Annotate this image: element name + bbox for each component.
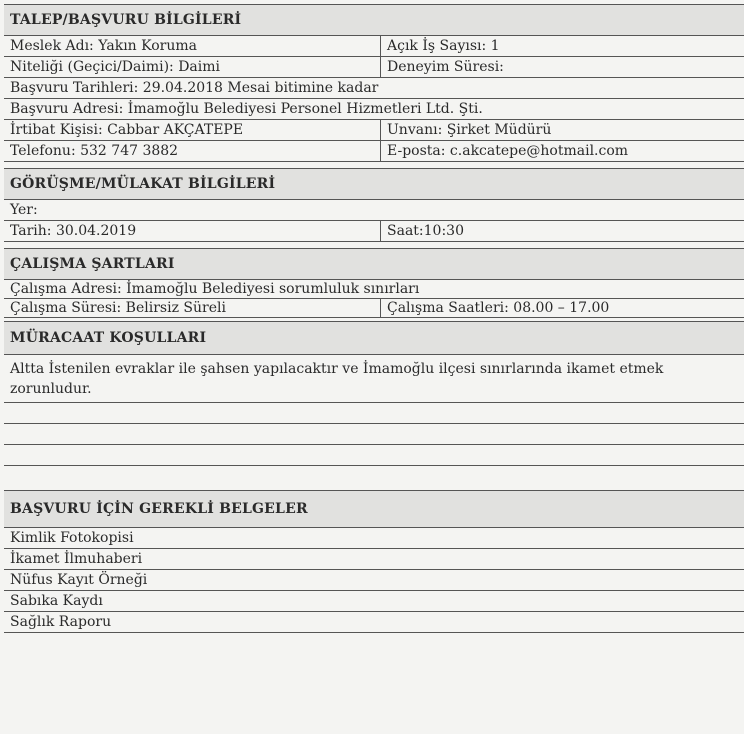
tarih: Tarih: 30.04.2019 (4, 221, 381, 241)
telefon: Telefonu: 532 747 3882 (4, 141, 381, 161)
row-niteligi (4, 57, 744, 78)
row-basvuru-adresi (4, 99, 744, 120)
irtibat-kisisi: İrtibat Kişisi: Cabbar AKÇATEPE (4, 120, 381, 140)
calisma-suresi: Çalışma Süresi: Belirsiz Süreli (4, 299, 381, 317)
row-meslek (4, 36, 744, 57)
section-title-talep: TALEP/BAŞVURU BİLGİLERİ (4, 4, 744, 36)
list-item (4, 570, 744, 591)
row-irtibat (4, 120, 744, 141)
belge-item: Kimlik Fotokopisi (10, 530, 134, 546)
calisma-saatleri: Çalışma Saatleri: 08.00 – 17.00 (387, 300, 610, 316)
niteligi: Niteliği (Geçici/Daimi): Daimi (4, 57, 381, 77)
blank-line (4, 445, 744, 466)
calisma-adresi: Çalışma Adresi: İmamoğlu Belediyesi sorumluluk sınırları (10, 281, 420, 297)
blank-line (4, 424, 744, 445)
section-title-muracaat: MÜRACAAT KOŞULLARI (4, 321, 744, 355)
list-item (4, 591, 744, 612)
list-item (4, 528, 744, 549)
belge-item: Sağlık Raporu (10, 614, 112, 630)
row-telefon (4, 141, 744, 162)
section-title-calisma: ÇALIŞMA ŞARTLARI (4, 248, 744, 280)
unvan: Unvanı: Şirket Müdürü (387, 122, 552, 138)
belge-item: İkamet İlmuhaberi (10, 551, 143, 567)
blank-line (4, 403, 744, 424)
list-item (4, 612, 744, 633)
belge-item: Nüfus Kayıt Örneği (10, 572, 148, 588)
row-calisma-suresi (4, 299, 744, 318)
deneyim-suresi: Deneyim Süresi: (387, 59, 504, 75)
row-basvuru-tarihleri (4, 78, 744, 99)
muracaat-kosullari-text: Altta İstenilen evraklar ile şahsen yapılacaktır ve İmamoğlu ilçesi sınırlarında ikamet etmek zorunludur. (4, 355, 744, 403)
e-posta: E-posta: c.akcatepe@hotmail.com (387, 143, 629, 159)
yer: Yer: (10, 202, 38, 218)
row-calisma-adresi (4, 280, 744, 299)
section-title-belgeler: BAŞVURU İÇİN GEREKLİ BELGELER (4, 490, 744, 528)
row-tarih-saat (4, 221, 744, 242)
meslek-adi: Meslek Adı: Yakın Koruma (4, 36, 381, 56)
basvuru-tarihleri: Başvuru Tarihleri: 29.04.2018 Mesai bitimine kadar (10, 80, 379, 96)
form-page (4, 4, 744, 633)
belge-item: Sabıka Kaydı (10, 593, 103, 609)
saat: Saat:10:30 (387, 223, 464, 239)
list-item (4, 549, 744, 570)
row-yer (4, 200, 744, 221)
acik-is-sayisi: Açık İş Sayısı: 1 (387, 38, 500, 54)
section-title-gorusme: GÖRÜŞME/MÜLAKAT BİLGİLERİ (4, 168, 744, 200)
basvuru-adresi: Başvuru Adresi: İmamoğlu Belediyesi Personel Hizmetleri Ltd. Şti. (10, 101, 483, 117)
